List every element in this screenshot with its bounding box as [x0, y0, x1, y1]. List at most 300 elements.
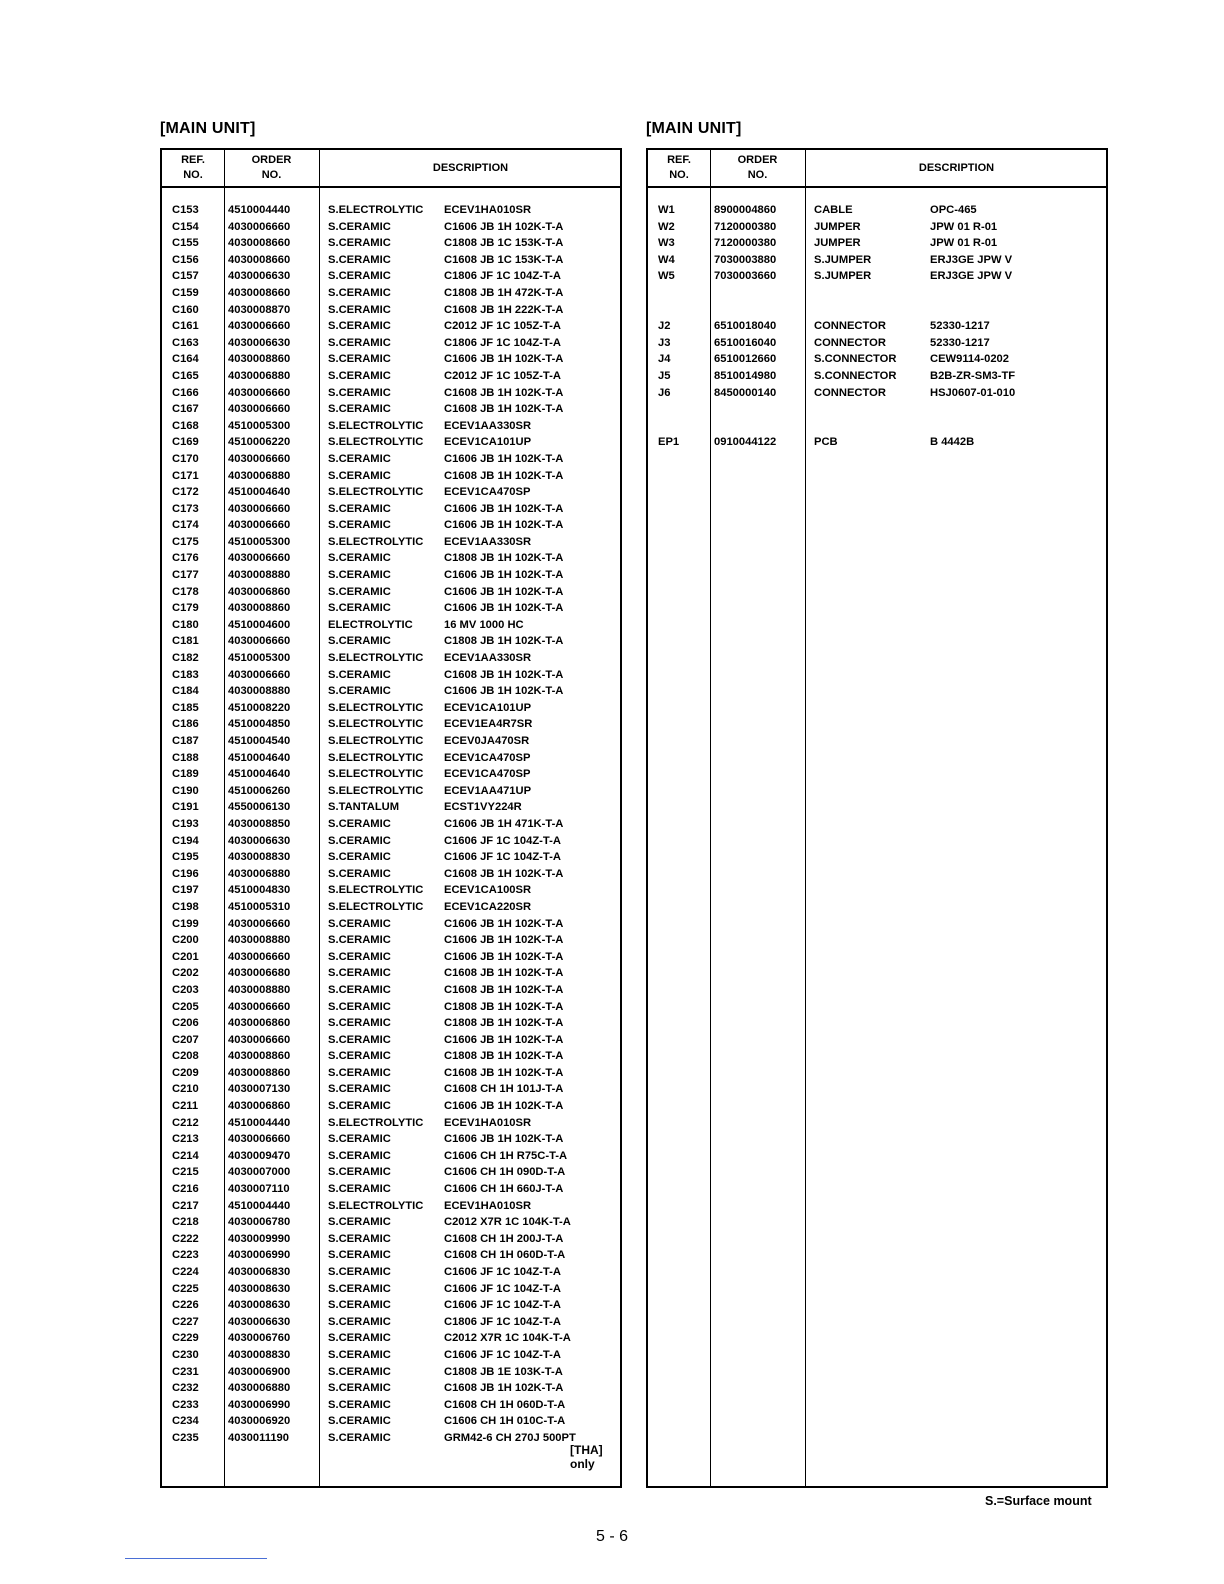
order-no: 4030006660: [228, 950, 291, 963]
part-type: S.CERAMIC: [328, 1183, 391, 1196]
part-type: S.CERAMIC: [328, 1050, 391, 1063]
part-type: S.CERAMIC: [328, 1100, 391, 1113]
right-unit-title: [MAIN UNIT]: [646, 120, 742, 137]
table-row: [162, 799, 620, 816]
table-row: [162, 766, 620, 783]
table-row: [162, 1330, 620, 1347]
table-row: [162, 833, 620, 850]
order-no: 4030006660: [228, 668, 291, 681]
part-type: S.ELECTROLYTIC: [328, 900, 424, 913]
part-type: S.ELECTROLYTIC: [328, 718, 424, 731]
order-no: 4030006660: [228, 452, 291, 465]
table-row: [648, 318, 1106, 335]
order-no: 4030008830: [228, 1348, 291, 1361]
part-spec: ECEV1CA220SR: [444, 900, 532, 913]
part-spec: C1608 JB 1H 102K-T-A: [444, 469, 564, 482]
ref-no: C198: [172, 900, 199, 913]
table-row: [648, 268, 1106, 285]
order-no: 4030006660: [228, 403, 291, 416]
table-row: [162, 700, 620, 717]
part-type: S.CERAMIC: [328, 386, 391, 399]
order-no: 4030006860: [228, 1100, 291, 1113]
ref-no: C195: [172, 851, 199, 864]
table-row: [162, 484, 620, 501]
part-type: S.CERAMIC: [328, 867, 391, 880]
ref-no: J2: [658, 320, 671, 333]
order-no: 4030008660: [228, 286, 291, 299]
table-row: [162, 235, 620, 252]
order-no: 4030006860: [228, 1017, 291, 1030]
footer-rule: [125, 1558, 267, 1559]
part-type: S.CERAMIC: [328, 220, 391, 233]
part-spec: C2012 JF 1C 105Z-T-A: [444, 320, 561, 333]
part-spec: C2012 JF 1C 105Z-T-A: [444, 369, 561, 382]
part-type: S.ELECTROLYTIC: [328, 768, 424, 781]
part-type: S.CERAMIC: [328, 635, 391, 648]
ref-no: W1: [658, 204, 675, 216]
table-row: [162, 1065, 620, 1082]
part-type: S.ELECTROLYTIC: [328, 436, 424, 449]
order-no: 4030006760: [228, 1332, 291, 1345]
part-type: S.JUMPER: [814, 253, 872, 266]
ref-no: C157: [172, 270, 199, 283]
part-type: S.CERAMIC: [328, 1017, 391, 1030]
part-type: S.CERAMIC: [328, 569, 391, 582]
ref-no: C226: [172, 1299, 199, 1312]
part-spec: C1608 CH 1H 101J-T-A: [444, 1083, 564, 1096]
ref-no: C184: [172, 685, 199, 698]
order-no: 4030006660: [228, 1033, 291, 1046]
order-no: 4030008870: [228, 303, 291, 316]
part-type: S.ELECTROLYTIC: [328, 751, 424, 764]
part-spec: C1608 JB 1H 102K-T-A: [444, 403, 564, 416]
part-type: S.CERAMIC: [328, 1000, 391, 1013]
table-row: [162, 916, 620, 933]
part-type: S.ELECTROLYTIC: [328, 652, 424, 665]
part-type: S.ELECTROLYTIC: [328, 701, 424, 714]
ref-no: C202: [172, 967, 199, 980]
table-row: [162, 451, 620, 468]
order-no: 4030006990: [228, 1398, 291, 1411]
part-spec: ECEV1AA330SR: [444, 419, 532, 432]
part-spec: C1608 JB 1H 102K-T-A: [444, 983, 564, 996]
ref-no: C215: [172, 1166, 199, 1179]
table-row: [162, 401, 620, 418]
ref-no: C159: [172, 286, 199, 299]
order-no: 4030008830: [228, 851, 291, 864]
order-no: 4550006130: [228, 801, 291, 814]
order-no: 4030008630: [228, 1282, 291, 1295]
ref-no: C163: [172, 336, 199, 349]
part-type: S.TANTALUM: [328, 801, 400, 814]
order-no: 4030006660: [228, 502, 291, 515]
part-spec: C1606 JB 1H 102K-T-A: [444, 585, 564, 598]
order-no: 7120000380: [714, 220, 777, 233]
ref-no: C235: [172, 1431, 199, 1444]
part-type: S.CERAMIC: [328, 1216, 391, 1229]
order-no: 4030006860: [228, 585, 291, 598]
part-type: S.CERAMIC: [328, 519, 391, 532]
ref-no: C182: [172, 652, 199, 665]
left-header-ref: REF. NO.: [181, 154, 205, 181]
part-spec: ECEV1CA101UP: [444, 701, 532, 714]
ref-no: C173: [172, 502, 199, 515]
part-type: S.CONNECTOR: [814, 369, 897, 382]
table-row: [162, 1048, 620, 1065]
part-type: S.CERAMIC: [328, 1332, 391, 1345]
table-row: [648, 401, 1106, 418]
ref-no: W5: [658, 270, 675, 283]
order-no: 4030006660: [228, 917, 291, 930]
ref-no: C206: [172, 1017, 199, 1030]
ref-no: C190: [172, 784, 199, 797]
order-no: 4030006880: [228, 369, 291, 382]
table-row: [162, 501, 620, 518]
order-no: 4030006680: [228, 967, 291, 980]
order-no: 8450000140: [714, 386, 777, 399]
part-spec: ECEV1HA010SR: [444, 1116, 532, 1129]
table-row: [162, 882, 620, 899]
ref-no: W4: [658, 253, 675, 266]
order-no: 4030009990: [228, 1232, 291, 1245]
ref-no: C170: [172, 452, 199, 465]
table-row: [162, 965, 620, 982]
order-no: 4510004640: [228, 751, 291, 764]
part-spec: C1606 JF 1C 104Z-T-A: [444, 834, 561, 847]
order-no: 4030006920: [228, 1415, 291, 1428]
part-type: S.CERAMIC: [328, 1348, 391, 1361]
right-header-order: ORDER NO.: [737, 154, 778, 181]
part-spec: C1806 JF 1C 104Z-T-A: [444, 1315, 561, 1328]
ref-no: C174: [172, 519, 199, 532]
part-type: S.ELECTROLYTIC: [328, 1199, 424, 1212]
table-row: [162, 202, 620, 219]
ref-no: C183: [172, 668, 199, 681]
part-spec: C1808 JB 1E 103K-T-A: [444, 1365, 563, 1378]
ref-no: J3: [658, 336, 671, 349]
ref-no: C227: [172, 1315, 199, 1328]
ref-no: C185: [172, 701, 199, 714]
ref-no: C223: [172, 1249, 199, 1262]
order-no: 6510018040: [714, 320, 777, 333]
table-row: [162, 999, 620, 1016]
part-spec: ECST1VY224R: [444, 801, 522, 814]
left-header-description: DESCRIPTION: [432, 161, 509, 174]
part-spec: ECEV0JA470SR: [444, 735, 530, 747]
part-spec: C1608 JB 1H 222K-T-A: [444, 303, 564, 316]
part-spec: 16 MV 1000 HC: [444, 618, 524, 631]
table-row: [648, 235, 1106, 252]
order-no: 4030006660: [228, 220, 291, 233]
part-spec: C1606 JB 1H 102K-T-A: [444, 602, 564, 615]
order-no: 4030006630: [228, 1315, 291, 1328]
part-spec: C1606 JB 1H 102K-T-A: [444, 1133, 564, 1146]
right-table-body: [648, 202, 1106, 451]
order-no: 4510006220: [228, 436, 291, 449]
order-no: 4030006660: [228, 320, 291, 333]
table-row: [162, 733, 620, 750]
order-no: 4030006880: [228, 867, 291, 880]
part-spec: C1606 JB 1H 102K-T-A: [444, 950, 564, 963]
order-no: 4030006830: [228, 1266, 291, 1278]
part-type: S.CERAMIC: [328, 934, 391, 947]
right-parts-table: [646, 148, 1108, 1488]
part-type: S.ELECTROLYTIC: [328, 486, 424, 499]
part-type: S.CERAMIC: [328, 1382, 391, 1395]
ref-no: C191: [172, 801, 199, 814]
part-type: CABLE: [814, 204, 853, 216]
part-type: S.CERAMIC: [328, 452, 391, 465]
part-spec: C1608 JB 1H 102K-T-A: [444, 668, 564, 681]
part-type: S.CERAMIC: [328, 834, 391, 847]
table-row: [162, 1264, 620, 1281]
part-type: S.CERAMIC: [328, 1083, 391, 1096]
table-row: [162, 468, 620, 485]
part-type: S.CERAMIC: [328, 1398, 391, 1411]
ref-no: C209: [172, 1066, 199, 1079]
left-unit-title: [MAIN UNIT]: [160, 120, 256, 137]
order-no: 4030008660: [228, 253, 291, 266]
ref-no: C201: [172, 950, 199, 963]
order-no: 7120000380: [714, 237, 777, 250]
table-row: [162, 517, 620, 534]
table-row: [162, 617, 620, 634]
part-spec: ECEV1CA101UP: [444, 436, 532, 449]
page-number: 5 - 6: [595, 1528, 628, 1545]
part-spec: C1808 JB 1H 102K-T-A: [444, 635, 564, 648]
ref-no: C234: [172, 1415, 199, 1428]
part-spec: C1608 JB 1H 102K-T-A: [444, 867, 564, 880]
table-row: [162, 1364, 620, 1381]
part-spec: ERJ3GE JPW V: [930, 270, 1013, 283]
order-no: 7030003660: [714, 270, 777, 283]
ref-no: C181: [172, 635, 199, 648]
part-type: S.ELECTROLYTIC: [328, 784, 424, 797]
ref-no: C200: [172, 934, 199, 947]
part-spec: ECEV1AA330SR: [444, 652, 532, 665]
ref-no: C207: [172, 1033, 199, 1046]
part-spec: C1606 JB 1H 102K-T-A: [444, 220, 564, 233]
ref-no: C166: [172, 386, 199, 399]
table-row: [162, 302, 620, 319]
table-row: [162, 385, 620, 402]
part-spec: ECEV1AA330SR: [444, 535, 532, 548]
ref-no: EP1: [658, 436, 680, 449]
order-no: 4030006660: [228, 1000, 291, 1013]
part-spec: C1606 JB 1H 102K-T-A: [444, 569, 564, 582]
table-row: [648, 285, 1106, 302]
ref-no: C217: [172, 1199, 199, 1212]
order-no: 4030007110: [228, 1183, 290, 1196]
ref-no: C168: [172, 419, 199, 432]
order-no: 4030006630: [228, 336, 291, 349]
ref-no: C155: [172, 237, 199, 250]
table-row: [162, 982, 620, 999]
part-spec: GRM42-6 CH 270J 500PT: [444, 1431, 576, 1444]
part-spec: C1608 CH 1H 200J-T-A: [444, 1232, 564, 1245]
part-spec: ECEV1HA010SR: [444, 1199, 532, 1212]
part-spec: C1606 JB 1H 102K-T-A: [444, 1100, 564, 1113]
part-spec: C1808 JB 1H 102K-T-A: [444, 552, 564, 565]
part-type: S.CERAMIC: [328, 1166, 391, 1179]
table-row: [162, 1015, 620, 1032]
table-row: [162, 534, 620, 551]
ref-no: C231: [172, 1365, 199, 1378]
part-spec: C1606 JF 1C 104Z-T-A: [444, 1266, 561, 1278]
order-no: 4030006880: [228, 1382, 291, 1395]
ref-no: C188: [172, 751, 199, 764]
order-no: 4030008860: [228, 602, 291, 615]
ref-no: J6: [658, 386, 671, 399]
part-spec: ECEV1CA470SP: [444, 768, 531, 781]
surface-mount-note: S.=Surface mount: [985, 1494, 1092, 1508]
part-type: S.CERAMIC: [328, 817, 391, 830]
part-type: S.ELECTROLYTIC: [328, 419, 424, 432]
ref-no: C186: [172, 718, 199, 731]
table-row: [162, 1148, 620, 1165]
part-type: S.CERAMIC: [328, 967, 391, 980]
part-spec: ECEV1CA470SP: [444, 486, 531, 499]
table-row: [648, 385, 1106, 402]
part-spec: 52330-1217: [930, 320, 990, 333]
order-no: 6510012660: [714, 353, 777, 366]
order-no: 4510004540: [228, 735, 291, 747]
ref-no: C210: [172, 1083, 199, 1096]
part-spec: C1808 JB 1H 102K-T-A: [444, 1017, 564, 1030]
table-row: [162, 351, 620, 368]
ref-no: C171: [172, 469, 199, 482]
part-type: S.CERAMIC: [328, 1232, 391, 1245]
order-no: 4030008880: [228, 685, 291, 698]
part-type: JUMPER: [814, 220, 861, 233]
table-row: [162, 1413, 620, 1430]
table-row: [162, 1181, 620, 1198]
part-type: S.CERAMIC: [328, 1431, 391, 1444]
ref-no: J4: [658, 353, 671, 366]
table-row: [162, 849, 620, 866]
part-spec: C1606 CH 1H R75C-T-A: [444, 1149, 568, 1162]
ref-no: C230: [172, 1348, 199, 1361]
part-type: S.JUMPER: [814, 270, 872, 283]
ref-no: C194: [172, 834, 199, 847]
ref-no: C176: [172, 552, 199, 565]
ref-no: C179: [172, 602, 199, 615]
order-no: 4030006780: [228, 1216, 291, 1229]
part-spec: C1608 JB 1C 153K-T-A: [444, 253, 564, 266]
part-spec: C1606 JB 1H 102K-T-A: [444, 452, 564, 465]
table-row: [648, 335, 1106, 352]
part-spec: C1606 CH 1H 010C-T-A: [444, 1415, 566, 1428]
table-row: [648, 418, 1106, 435]
part-type: JUMPER: [814, 237, 861, 250]
part-type: S.CERAMIC: [328, 1149, 391, 1162]
part-type: S.ELECTROLYTIC: [328, 1116, 424, 1129]
table-row: [162, 1198, 620, 1215]
part-type: S.CERAMIC: [328, 502, 391, 515]
table-row: [162, 550, 620, 567]
ref-no: C222: [172, 1232, 199, 1245]
part-spec: C1608 CH 1H 060D-T-A: [444, 1398, 566, 1411]
part-spec: C1606 JB 1H 102K-T-A: [444, 353, 564, 366]
ref-no: C214: [172, 1149, 199, 1162]
ref-no: C164: [172, 353, 199, 366]
ref-no: C197: [172, 884, 199, 897]
part-spec: C1606 JB 1H 471K-T-A: [444, 817, 564, 830]
order-no: 4030008630: [228, 1299, 291, 1312]
part-spec: C1606 JB 1H 102K-T-A: [444, 917, 564, 930]
table-row: [648, 368, 1106, 385]
table-row: [162, 268, 620, 285]
table-row: [162, 285, 620, 302]
table-row: [162, 816, 620, 833]
table-row: [648, 202, 1106, 219]
order-no: 4030006660: [228, 386, 291, 399]
part-type: S.CERAMIC: [328, 1133, 391, 1146]
order-no: 4030006660: [228, 635, 291, 648]
part-spec: C1808 JB 1C 153K-T-A: [444, 237, 564, 250]
order-no: 4510004440: [228, 1116, 291, 1129]
part-spec: C1606 JF 1C 104Z-T-A: [444, 851, 561, 864]
order-no: 4510004640: [228, 486, 291, 499]
table-row: [162, 1231, 620, 1248]
order-no: 4510008220: [228, 701, 291, 714]
order-no: 4030008860: [228, 1050, 291, 1063]
order-no: 4030008860: [228, 1066, 291, 1079]
ref-no: C211: [172, 1100, 199, 1113]
part-spec: C1808 JB 1H 102K-T-A: [444, 1050, 564, 1063]
table-row: [162, 335, 620, 352]
table-row: [162, 1032, 620, 1049]
table-row: [648, 351, 1106, 368]
part-type: S.CERAMIC: [328, 1415, 391, 1428]
ref-no: C225: [172, 1282, 199, 1295]
part-type: S.CERAMIC: [328, 851, 391, 864]
table-row: [162, 1115, 620, 1132]
order-no: 4510005300: [228, 535, 291, 548]
order-no: 4030007000: [228, 1166, 291, 1179]
table-row: [162, 318, 620, 335]
part-spec: ECEV1AA471UP: [444, 784, 532, 797]
part-type: S.CERAMIC: [328, 1282, 391, 1295]
order-no: 4510005310: [228, 900, 291, 913]
order-no: 4030009470: [228, 1149, 291, 1162]
ref-no: C165: [172, 369, 199, 382]
ref-no: C160: [172, 303, 199, 316]
table-row: [162, 716, 620, 733]
part-type: S.CERAMIC: [328, 950, 391, 963]
ref-no: W2: [658, 220, 675, 233]
part-type: S.CERAMIC: [328, 320, 391, 333]
part-spec: C1608 CH 1H 060D-T-A: [444, 1249, 566, 1262]
ref-no: C153: [172, 204, 199, 216]
table-row: [162, 1347, 620, 1364]
order-no: 4030006630: [228, 834, 291, 847]
table-row: [162, 1430, 620, 1447]
left-parts-table: [160, 148, 622, 1488]
table-row: [162, 1297, 620, 1314]
table-row: [162, 1397, 620, 1414]
ref-no: J5: [658, 369, 671, 382]
order-no: 4510004440: [228, 204, 291, 216]
order-no: 4030007130: [228, 1083, 291, 1096]
order-no: 4510004440: [228, 1199, 291, 1212]
part-type: S.ELECTROLYTIC: [328, 884, 424, 897]
ref-no: C189: [172, 768, 199, 781]
part-type: S.CERAMIC: [328, 1249, 391, 1262]
table-row: [162, 1247, 620, 1264]
ref-no: C203: [172, 983, 199, 996]
table-row: [648, 219, 1106, 236]
